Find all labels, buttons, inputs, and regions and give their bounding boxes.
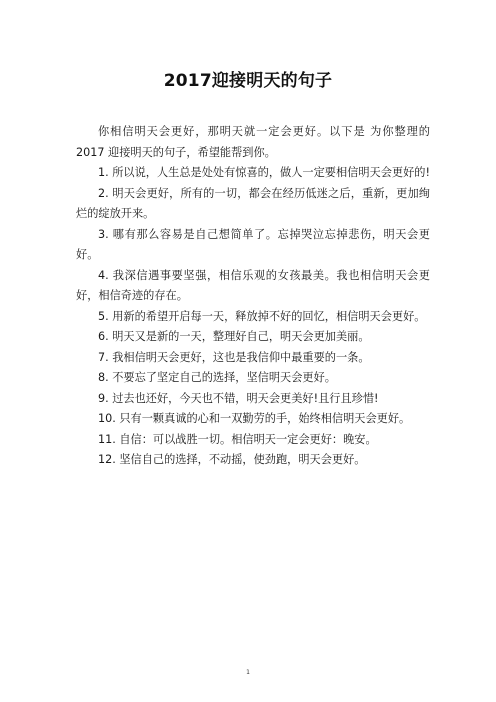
list-item: 3. 哪有那么容易是自己想简单了。忘掉哭泣忘掉悲伤，明天会更好。: [76, 227, 430, 261]
list-item: 6. 明天又是新的一天，整理好自己，明天会更加美丽。: [98, 330, 370, 343]
list-item: 9. 过去也还好，今天也不错，明天会更美好!且行且珍惜!: [98, 391, 379, 405]
document-body: [76, 122, 430, 471]
list-item: 8. 不要忘了坚定自己的选择，坚信明天会更好。: [98, 371, 336, 384]
list-item: 1. 所以说，人生总是处处有惊喜的，做人一定要相信明天会更好的!: [98, 166, 430, 179]
intro-paragraph: 你相信明天会更好，那明天就一定会更好。以下是 为你整理的 2017 迎接明天的句子，希望能帮到你。: [76, 125, 430, 159]
list-item: 10. 只有一颗真诚的心和一双勤劳的手，始终相信明天会更好。: [98, 412, 411, 425]
page-number: 1: [246, 669, 250, 676]
list-item: 4. 我深信遇事要坚强，相信乐观的女孩最美。我也相信明天会更好，相信奇迹的存在。: [76, 268, 430, 302]
document-title: 2017迎接明天的句子: [163, 71, 333, 91]
list-item: 12. 坚信自己的选择，不动摇，使劲跑，明天会更好。: [98, 453, 366, 466]
list-item: 11. 自信：可以战胜一切。相信明天一定会更好：晚安。: [98, 432, 377, 446]
list-item: 5. 用新的希望开启每一天，释放掉不好的回忆，相信明天会更好。: [98, 309, 426, 323]
list-item: 2. 明天会更好，所有的一切，都会在经历低迷之后，重新，更加绚烂的绽放开来。: [76, 186, 430, 220]
list-item: 7. 我相信明天会更好，这也是我信仰中最重要的一条。: [98, 350, 370, 364]
